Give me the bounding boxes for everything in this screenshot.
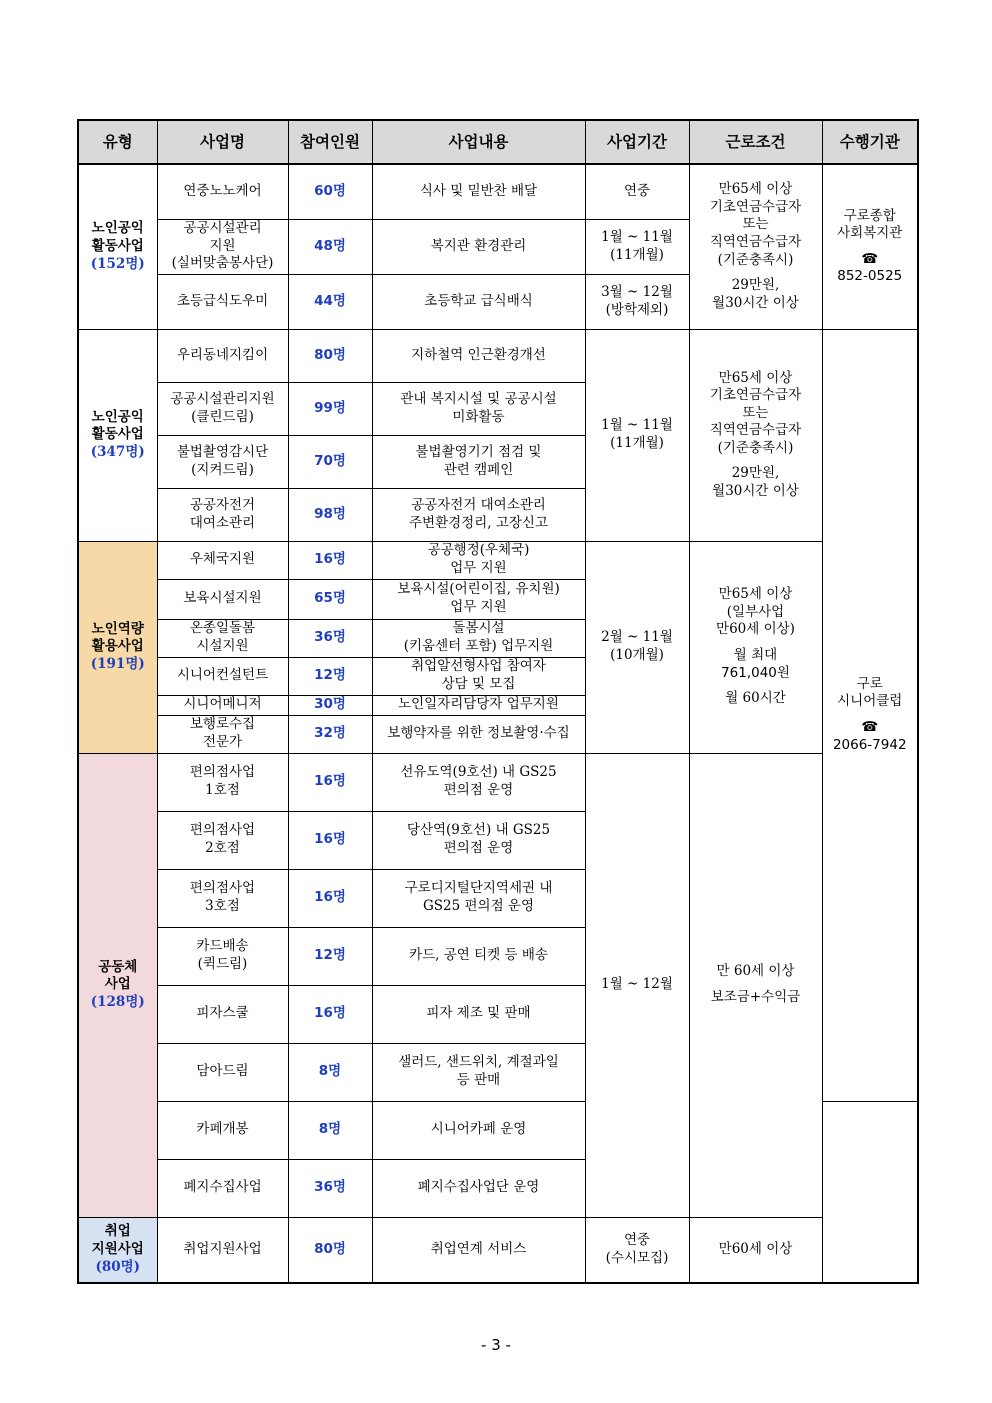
project-name (157, 382, 288, 435)
work-condition (689, 753, 822, 1217)
type-label: 취업 (104, 1223, 131, 1240)
project-name-line: 불법촬영감시단 (176, 443, 269, 460)
project-content (372, 1217, 585, 1283)
type-cell-public-2 (78, 329, 157, 541)
project-name-line: (지켜드림) (191, 461, 254, 478)
condition-line: (기준충족시) (717, 251, 794, 268)
participant-count: 8명 (288, 1043, 372, 1101)
work-condition (689, 541, 822, 753)
content-line: 관내 복지시설 및 공공시설 (400, 390, 557, 407)
period-line: (10개월) (610, 647, 664, 663)
content-line: 초등학교 급식배식 (424, 292, 533, 309)
project-content (372, 715, 585, 753)
participant-count: 16명 (288, 811, 372, 869)
project-name-line: 시설지원 (196, 638, 249, 654)
project-name (157, 985, 288, 1043)
org-name: 사회복지관 (837, 225, 903, 242)
project-name-line: 카드배송 (196, 938, 249, 955)
participant-count: 60명 (288, 164, 372, 219)
type-label: 노인공익 (91, 408, 144, 425)
header-period: 사업기간 (585, 120, 689, 164)
type-count: (152명) (90, 255, 145, 272)
header-row (78, 120, 918, 164)
header-type: 유형 (78, 120, 157, 164)
type-label: 활동사업 (91, 426, 144, 443)
content-line: 취업연계 서비스 (430, 1240, 527, 1257)
condition-line: 보조금+수익금 (710, 989, 801, 1005)
project-name-line: 우체국지원 (189, 551, 256, 568)
content-line: 보행약자를 위한 정보촬영·수집 (387, 725, 570, 742)
jobs-table (77, 119, 919, 1284)
type-label: 활동사업 (91, 237, 144, 254)
content-line: 미화활동 (452, 408, 505, 425)
participant-count: 30명 (288, 695, 372, 715)
type-label: 노인역량 (91, 620, 144, 637)
project-name (157, 1159, 288, 1217)
project-name-line: 우리동네지킴이 (176, 346, 269, 363)
project-name-line: (퀵드림) (197, 956, 248, 972)
project-name-line: 공공자전거 (189, 496, 256, 513)
content-line: 등 판매 (456, 1072, 501, 1088)
content-line: (키움센터 포함) 업무지원 (403, 638, 554, 654)
type-label: 활용사업 (91, 638, 144, 655)
condition-line: 직역연금수급자 (709, 422, 802, 439)
participant-count: 12명 (288, 927, 372, 985)
project-name (157, 219, 288, 274)
project-name-line: (클린드림) (191, 408, 254, 425)
content-line: 노인일자리담당자 업무지원 (398, 696, 559, 713)
project-name-line: 시니어컨설턴트 (176, 667, 269, 684)
project-name (157, 811, 288, 869)
condition-line: 만60세 이상 (718, 1240, 793, 1257)
table-row (78, 1217, 918, 1283)
project-name-line: 공공시설관리 (183, 220, 262, 237)
project-name-line: 편의점사업 (189, 764, 256, 781)
org-name: 구로 (856, 675, 883, 692)
project-name (157, 695, 288, 715)
work-condition (689, 1217, 822, 1283)
project-name (157, 869, 288, 927)
condition-line: 기초연금수급자 (709, 387, 802, 404)
project-name-line: 온종일돌봄 (189, 620, 256, 637)
condition-line: 월30시간 이상 (712, 482, 799, 499)
participant-count: 44명 (288, 274, 372, 329)
period-line: 3월 ~ 12월 (601, 283, 673, 300)
header-condition: 근로조건 (689, 120, 822, 164)
phone-icon: ☎ (861, 250, 879, 267)
work-condition (689, 164, 822, 329)
type-label: 노인공익 (91, 220, 144, 237)
participant-count: 36명 (288, 1159, 372, 1217)
condition-line: 기초연금수급자 (709, 198, 802, 215)
type-cell-public-1 (78, 164, 157, 329)
project-name (157, 1217, 288, 1283)
project-period (585, 164, 689, 219)
condition-line: 만 60세 이상 (716, 963, 795, 980)
project-name-line: 시니어메니저 (183, 696, 262, 713)
condition-line: 만65세 이상 (718, 181, 793, 198)
project-period (585, 274, 689, 329)
project-name-line: 전문가 (202, 734, 243, 750)
table-row (78, 164, 918, 219)
project-content (372, 435, 585, 488)
work-condition (689, 329, 822, 541)
content-line: 카드, 공연 티켓 등 배송 (409, 947, 548, 964)
project-period (585, 329, 689, 541)
period-line: 1월 ~ 12월 (601, 976, 673, 993)
project-period (585, 219, 689, 274)
project-name (157, 927, 288, 985)
project-name-line: 보육시설지원 (183, 590, 262, 607)
table-row (78, 329, 918, 382)
content-line: 지하철역 인근환경개선 (411, 346, 546, 363)
project-name (157, 541, 288, 579)
type-label: 사업 (104, 976, 131, 993)
content-line: 식사 및 밑반찬 배달 (419, 182, 538, 199)
project-name (157, 715, 288, 753)
type-cell-capacity (78, 541, 157, 753)
project-name (157, 164, 288, 219)
content-line: 상담 및 모집 (441, 676, 516, 692)
type-count: (80명) (95, 1258, 141, 1275)
project-name-line: 초등급식도우미 (176, 292, 269, 309)
project-name-line: 담아드림 (196, 1063, 249, 1080)
project-content (372, 657, 585, 695)
project-content (372, 811, 585, 869)
content-line: 업무 지원 (450, 560, 507, 576)
project-content (372, 488, 585, 541)
condition-line: (일부사업 (726, 603, 785, 620)
content-line: 보육시설(어린이집, 유치원) (397, 581, 560, 598)
participant-count: 80명 (288, 1217, 372, 1283)
project-content (372, 579, 585, 619)
page-number: - 3 - (481, 1336, 511, 1354)
content-line: 돌봄시설 (452, 620, 505, 637)
condition-line: (기준충족시) (717, 439, 794, 456)
project-content (372, 219, 585, 274)
condition-line: 만60세 이상) (716, 621, 795, 638)
condition-line: 직역연금수급자 (709, 233, 802, 250)
period-line: (수시모집) (605, 1249, 669, 1266)
participant-count: 48명 (288, 219, 372, 274)
participant-count: 65명 (288, 579, 372, 619)
content-line: 편의점 운영 (443, 840, 514, 856)
header-name: 사업명 (157, 120, 288, 164)
project-name (157, 1101, 288, 1159)
period-line: 2월 ~ 11월 (601, 629, 673, 646)
header-content: 사업내용 (372, 120, 585, 164)
content-line: 선유도역(9호선) 내 GS25 (400, 764, 557, 781)
project-name-line: 피자스쿨 (196, 1005, 249, 1022)
header-org: 수행기관 (822, 120, 918, 164)
type-cell-community (78, 753, 157, 1217)
project-content (372, 274, 585, 329)
type-count: (191명) (90, 655, 145, 672)
project-name-line: 편의점사업 (189, 822, 256, 839)
project-name-line: 3호점 (205, 898, 240, 914)
project-name-line: 폐지수집사업 (183, 1179, 262, 1196)
participant-count: 16명 (288, 869, 372, 927)
project-content (372, 619, 585, 657)
project-name-line: 지원 (209, 237, 236, 254)
project-name (157, 657, 288, 695)
project-name (157, 329, 288, 382)
project-content (372, 1101, 585, 1159)
participant-count: 16명 (288, 753, 372, 811)
period-line: (11개월) (610, 435, 664, 451)
content-line: 취업알선형사업 참여자 (411, 658, 546, 675)
project-content (372, 1043, 585, 1101)
header-count: 참여인원 (288, 120, 372, 164)
content-line: 주변환경정리, 고장신고 (409, 514, 548, 531)
project-period (585, 753, 689, 1217)
condition-line: 또는 (742, 404, 769, 421)
project-content (372, 329, 585, 382)
project-name-line: 1호점 (205, 782, 240, 798)
project-name-line: 2호점 (205, 840, 240, 856)
project-content (372, 541, 585, 579)
participant-count: 70명 (288, 435, 372, 488)
project-content (372, 753, 585, 811)
content-line: 시니어카페 운영 (430, 1121, 527, 1138)
content-line: 공공행정(우체국) (427, 542, 530, 559)
project-content (372, 927, 585, 985)
type-count: (347명) (90, 443, 145, 460)
period-line: (11개월) (610, 246, 664, 263)
period-line: 연중 (623, 1232, 651, 1249)
table-row (78, 753, 918, 811)
condition-line: 761,040원 (721, 664, 790, 681)
condition-line: 29만원, (731, 277, 780, 294)
participant-count: 99명 (288, 382, 372, 435)
project-period (585, 541, 689, 753)
condition-line: 또는 (742, 216, 769, 233)
period-line: 연중 (623, 182, 651, 199)
period-line: 1월 ~ 11월 (601, 417, 673, 434)
content-line: 피자 제조 및 판매 (426, 1005, 531, 1022)
project-name-line: (실버맞춤봉사단) (171, 255, 274, 272)
project-name (157, 619, 288, 657)
participant-count: 16명 (288, 541, 372, 579)
project-name-line: 편의점사업 (189, 880, 256, 897)
org-name: 구로종합 (843, 207, 896, 224)
condition-line: 월 최대 (733, 647, 778, 663)
content-line: 불법촬영기기 점검 및 (415, 443, 542, 460)
content-line: 구로디지털단지역세권 내 (404, 880, 553, 897)
type-label: 지원사업 (91, 1240, 144, 1257)
project-name-line: 연중노노케어 (183, 182, 262, 199)
condition-line: 29만원, (731, 465, 780, 482)
type-cell-employment (78, 1217, 157, 1283)
period-line: (방학제외) (605, 301, 669, 318)
project-name (157, 488, 288, 541)
project-name-line: 대여소관리 (189, 514, 256, 531)
project-content (372, 382, 585, 435)
content-line: 복지관 환경관리 (430, 237, 527, 254)
project-content (372, 869, 585, 927)
participant-count: 12명 (288, 657, 372, 695)
content-line: 공공자전거 대여소관리 (411, 496, 546, 513)
project-content (372, 985, 585, 1043)
org-phone: 852-0525 (837, 268, 903, 285)
condition-line: 만65세 이상 (718, 369, 793, 386)
project-name (157, 435, 288, 488)
project-name-line: 취업지원사업 (183, 1240, 262, 1257)
content-line: 폐지수집사업단 운영 (417, 1179, 540, 1196)
project-name (157, 1043, 288, 1101)
participant-count: 32명 (288, 715, 372, 753)
phone-icon: ☎ (861, 719, 879, 735)
project-content (372, 695, 585, 715)
project-name (157, 579, 288, 619)
project-name (157, 753, 288, 811)
type-label: 공동체 (98, 958, 138, 975)
condition-line: 월30시간 이상 (712, 294, 799, 311)
participant-count: 8명 (288, 1101, 372, 1159)
content-line: 샐러드, 샌드위치, 계절과일 (398, 1054, 559, 1071)
project-content (372, 1159, 585, 1217)
condition-line: 월 60시간 (725, 690, 786, 707)
content-line: GS25 편의점 운영 (423, 898, 534, 914)
participant-count: 16명 (288, 985, 372, 1043)
table-row (78, 541, 918, 579)
participant-count: 98명 (288, 488, 372, 541)
project-name-line: 보행로수집 (189, 716, 256, 733)
project-name-line: 카페개봉 (196, 1121, 249, 1138)
org-phone: 2066-7942 (832, 736, 907, 753)
org-cell-welfare (822, 164, 918, 329)
project-content (372, 164, 585, 219)
org-name: 시니어클럽 (837, 693, 903, 710)
project-name (157, 274, 288, 329)
content-line: 편의점 운영 (443, 782, 514, 798)
condition-line: 만65세 이상 (718, 586, 793, 603)
project-period (585, 1217, 689, 1283)
content-line: 업무 지원 (450, 599, 507, 615)
participant-count: 80명 (288, 329, 372, 382)
content-line: 당산역(9호선) 내 GS25 (406, 822, 551, 839)
project-name-line: 공공시설관리지원 (170, 390, 275, 407)
period-line: 1월 ~ 11월 (601, 228, 673, 245)
participant-count: 36명 (288, 619, 372, 657)
type-count: (128명) (90, 993, 145, 1010)
org-cell-senior-club (822, 329, 918, 1101)
content-line: 관련 캠페인 (443, 461, 514, 478)
